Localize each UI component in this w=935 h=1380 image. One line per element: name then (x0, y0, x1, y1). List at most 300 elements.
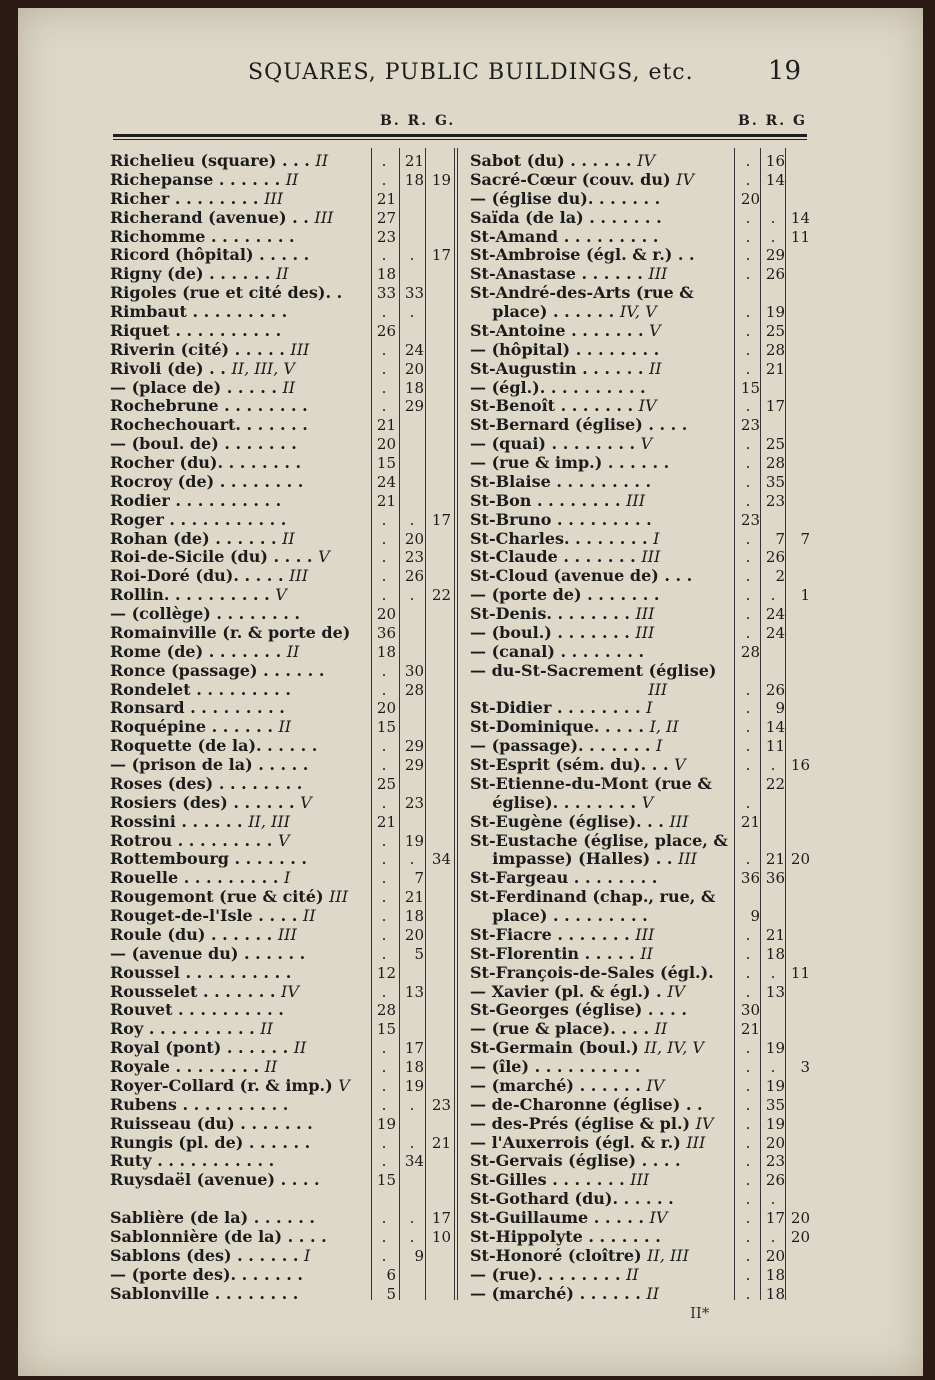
map-ref-r: 26 (765, 548, 785, 567)
page-title: SQUARES, PUBLIC BUILDINGS, etc. (248, 60, 694, 85)
entry-name: St-Esprit (sém. du). . . V (470, 755, 686, 774)
index-entry (110, 1077, 455, 1096)
arrondissement: II (282, 377, 296, 397)
map-ref-g: 21 (431, 1133, 451, 1152)
map-ref-r: 23 (404, 548, 424, 567)
arrondissement: V (277, 830, 290, 850)
index-entry (110, 1134, 455, 1153)
index-entry (470, 1171, 810, 1190)
map-ref-b: . (381, 925, 387, 944)
entry-name: Royer-Collard (r. & imp.) V (110, 1075, 350, 1095)
entry-name: Rotrou . . . . . . . . . V (110, 830, 290, 850)
entry-name: — (rue). . . . . . . . II (470, 1264, 639, 1284)
index-entry (470, 1209, 810, 1228)
map-ref-b: . (381, 1133, 387, 1152)
map-ref-r: 18 (765, 1265, 785, 1284)
arrondissement: V (641, 792, 654, 812)
entry-name: — (égl.). . . . . . . . . . (470, 377, 646, 397)
index-entry (110, 341, 455, 360)
arrondissement: III (686, 1132, 706, 1152)
map-ref-r: 26 (404, 567, 424, 586)
column-heading-right: B. R. G (738, 113, 807, 129)
column-heading-left: B. R. G. (380, 113, 456, 129)
arrondissement: III (630, 1170, 650, 1190)
index-entry (110, 397, 455, 416)
entry-name: — de-Charonne (église) . . (470, 1094, 703, 1114)
map-ref-b: 15 (740, 378, 760, 397)
index-entry (110, 303, 455, 322)
index-entry (470, 832, 810, 851)
arrondissement: I (283, 868, 291, 888)
map-ref-b: . (381, 246, 387, 265)
entry-name: Roses (des) . . . . . . . . (110, 773, 303, 793)
entry-name: Royale . . . . . . . . II (110, 1057, 278, 1076)
entry-name: — (prison de la) . . . . . (110, 755, 309, 774)
map-ref-r: . (409, 586, 415, 605)
index-entry (110, 1285, 455, 1304)
arrondissement: V (674, 755, 686, 774)
map-ref-r: 25 (765, 435, 785, 454)
entry-name: St-Cloud (avenue de) . . . (470, 566, 693, 586)
entry-name: Roy . . . . . . . . . . II (110, 1019, 273, 1039)
index-entry (470, 473, 810, 492)
index-entry (110, 1209, 455, 1228)
entry-name: Riverin (cité) . . . . . III (110, 339, 310, 359)
index-entry (470, 548, 810, 567)
map-ref-b: . (745, 1284, 751, 1303)
map-ref-b: . (745, 340, 751, 359)
map-ref-r: 24 (765, 605, 785, 623)
entry-name: — (rue & imp.) . . . . . . (470, 453, 670, 472)
map-ref-r: 9 (414, 1246, 424, 1265)
map-ref-b: . (745, 737, 751, 756)
map-ref-r: 23 (765, 491, 785, 510)
index-entry (470, 794, 810, 813)
entry-name: Rigny (de) . . . . . . II (110, 264, 289, 284)
entry-name: impasse) (Halles) . . III (470, 849, 697, 869)
map-ref-r: . (409, 1095, 415, 1114)
map-ref-r: 17 (404, 1039, 424, 1058)
map-ref-r: . (409, 246, 415, 265)
map-ref-r: 13 (765, 982, 785, 1001)
map-ref-r: 22 (765, 774, 785, 793)
entry-name: St-Etienne-du-Mont (rue & (470, 773, 712, 793)
map-ref-b: . (745, 680, 751, 699)
index-entry (470, 1152, 810, 1171)
map-ref-b: 20 (376, 605, 396, 623)
map-ref-r: 5 (414, 944, 424, 963)
index-entry (110, 1058, 455, 1077)
map-ref-b: . (745, 756, 751, 774)
map-ref-r: 35 (765, 1095, 785, 1114)
map-ref-b: 21 (376, 812, 396, 831)
entry-name: — l'Auxerrois (égl. & r.) III (470, 1132, 706, 1152)
map-ref-b: . (745, 529, 751, 548)
map-ref-b: 6 (386, 1265, 396, 1284)
index-entry (470, 983, 810, 1002)
map-ref-b: . (745, 586, 751, 605)
map-ref-b: . (381, 1209, 387, 1227)
entry-name: — (place de) . . . . . II (110, 377, 296, 397)
index-entry (110, 473, 455, 492)
map-ref-b: . (745, 321, 751, 340)
entry-name: Richerand (avenue) . . III (110, 207, 334, 227)
map-ref-b: . (745, 1227, 751, 1246)
index-entry (110, 681, 455, 700)
entry-name: St-Anastase . . . . . . III (470, 264, 668, 284)
map-ref-b: . (381, 303, 387, 321)
map-ref-r: . (770, 586, 776, 605)
map-ref-g: 11 (790, 963, 810, 982)
arrondissement: III (289, 566, 309, 586)
index-entry (110, 850, 455, 869)
arrondissement: V (640, 434, 653, 454)
arrondissement: IV (667, 981, 686, 1001)
entry-name: — (avenue du) . . . . . . (110, 943, 306, 963)
map-ref-b: 20 (740, 189, 760, 208)
entry-name: Saïda (de la) . . . . . . . (470, 207, 662, 227)
entry-name: Rosiers (des) . . . . . . V (110, 792, 312, 812)
index-entry (470, 605, 810, 624)
arrondissement: I (656, 736, 663, 756)
map-ref-b: . (745, 623, 751, 642)
arrondissement: III (635, 924, 655, 944)
index-entry (470, 1001, 810, 1020)
index-entry (110, 1247, 455, 1266)
map-ref-b: 9 (750, 907, 760, 925)
entry-name: St-Georges (église) . . . . (470, 1000, 687, 1020)
arrondissement: III (329, 887, 349, 907)
map-ref-g: 14 (790, 208, 810, 227)
index-entry (110, 1020, 455, 1039)
map-ref-b: . (381, 152, 387, 170)
map-ref-r: . (770, 208, 776, 227)
index-entry (470, 1247, 810, 1266)
index-entry (110, 284, 455, 303)
index-entry (470, 190, 810, 209)
index-column-right (470, 152, 810, 1303)
index-entry (110, 492, 455, 511)
index-entry (470, 454, 810, 473)
map-ref-b: . (745, 454, 751, 472)
arrondissement: IV (646, 1075, 665, 1095)
arrondissement: II (293, 1038, 307, 1058)
entry-name: Romainville (r. & porte de) (110, 622, 351, 642)
map-ref-r: . (770, 963, 776, 982)
index-entry (110, 737, 455, 756)
entry-name: St-Eustache (église, place, & (470, 830, 728, 850)
index-entry (110, 1096, 455, 1115)
index-entry (470, 1228, 810, 1247)
entry-name: Sablonville . . . . . . . . (110, 1283, 299, 1303)
map-ref-b: 18 (376, 265, 396, 284)
map-ref-b: 18 (376, 642, 396, 661)
index-entry (470, 1285, 810, 1304)
index-entry (470, 360, 810, 379)
index-entry (470, 209, 810, 228)
index-entry (110, 1039, 455, 1058)
map-ref-b: 26 (376, 321, 396, 340)
map-ref-b: . (745, 944, 751, 963)
header-rule-thin (113, 139, 807, 140)
entry-name: Roi-Doré (du). . . . . III (110, 566, 309, 586)
entry-name: Richepanse . . . . . . II (110, 169, 299, 189)
map-ref-g: 7 (800, 529, 810, 548)
index-entry (470, 1020, 810, 1039)
arrondissement: III (264, 188, 284, 208)
map-ref-b: . (745, 1209, 751, 1227)
entry-name: Rome (de) . . . . . . . II (110, 641, 300, 661)
index-entry (110, 624, 455, 643)
entry-name: — (canal) . . . . . . . . (470, 641, 645, 661)
entry-name: Rohan (de) . . . . . . II (110, 528, 295, 548)
entry-name: St-Ambroise (égl. & r.) . . (470, 245, 695, 265)
map-ref-r: . (770, 227, 776, 246)
index-entry (110, 964, 455, 983)
entry-name: St-Gervais (église) . . . . (470, 1151, 681, 1171)
index-entry (110, 775, 455, 794)
map-ref-b: . (381, 793, 387, 812)
map-ref-b: . (745, 548, 751, 567)
map-ref-r: . (409, 850, 415, 869)
entry-name: St-Claude . . . . . . . III (470, 547, 661, 567)
map-ref-b: 36 (376, 623, 396, 642)
map-ref-r: . (770, 756, 776, 774)
entry-name: Rubens . . . . . . . . . . (110, 1094, 289, 1114)
map-ref-b: 27 (376, 208, 396, 227)
arrondissement: IV (695, 1113, 714, 1133)
entry-name: — (hôpital) . . . . . . . . (470, 339, 660, 359)
map-ref-r: 36 (765, 869, 785, 888)
index-entry (470, 1266, 810, 1285)
entry-name: Ruty . . . . . . . . . . . (110, 1151, 275, 1171)
map-ref-b: . (381, 1246, 387, 1265)
map-ref-b: . (745, 472, 751, 491)
map-ref-r: 7 (414, 869, 424, 888)
map-ref-b: 19 (376, 1114, 396, 1133)
map-ref-b: . (745, 208, 751, 227)
index-entry (110, 643, 455, 662)
index-entry (470, 869, 810, 888)
index-entry (470, 265, 810, 284)
map-ref-r: 23 (404, 793, 424, 812)
arrondissement: II (654, 1019, 668, 1039)
map-ref-b: 23 (740, 416, 760, 435)
entry-name: Richomme . . . . . . . . (110, 226, 295, 246)
entry-name: St-Fiacre . . . . . . . III (470, 924, 655, 944)
entry-name: St-Florentin . . . . . II (470, 943, 653, 963)
map-ref-r: 19 (765, 303, 785, 321)
map-ref-b: 21 (740, 812, 760, 831)
index-entry (470, 322, 810, 341)
entry-name: — (porte des). . . . . . . (110, 1264, 303, 1284)
map-ref-b: . (745, 1095, 751, 1114)
entry-name: St-Denis. . . . . . . . III (470, 604, 655, 623)
index-entry (110, 435, 455, 454)
index-entry (470, 888, 810, 907)
arrondissement: V (649, 320, 661, 340)
entry-name: Rochechouart. . . . . . . (110, 415, 308, 435)
map-ref-g: 10 (431, 1227, 451, 1246)
map-ref-r: 29 (404, 737, 424, 756)
arrondissement: IV (281, 981, 299, 1001)
map-ref-r: 23 (765, 1152, 785, 1171)
map-ref-b: . (381, 982, 387, 1001)
entry-name: Roi-de-Sicile (du) . . . . V (110, 547, 330, 567)
map-ref-r: 24 (765, 623, 785, 642)
index-entry (470, 907, 810, 926)
entry-name: Rollin. . . . . . . . . . V (110, 585, 287, 605)
map-ref-r: 18 (765, 1284, 785, 1303)
index-entry (470, 284, 810, 303)
index-entry (110, 699, 455, 718)
index-entry (470, 718, 810, 737)
map-ref-b: . (381, 907, 387, 925)
index-entry (470, 379, 810, 398)
index-entry (470, 152, 810, 171)
map-ref-b: . (381, 1039, 387, 1058)
map-ref-b: . (381, 680, 387, 699)
entry-name: Ronsard . . . . . . . . . (110, 698, 285, 718)
map-ref-r: 28 (404, 680, 424, 699)
index-entry (110, 1115, 455, 1134)
index-entry (470, 341, 810, 360)
arrondissement: II (264, 1057, 278, 1076)
map-ref-b: . (381, 567, 387, 586)
entry-name: St-André-des-Arts (rue & (470, 283, 694, 303)
index-entry (110, 926, 455, 945)
map-ref-r: 26 (765, 265, 785, 284)
arrondissement: III (669, 811, 689, 831)
map-ref-g: 11 (790, 227, 810, 246)
map-ref-b: . (745, 793, 751, 812)
entry-name: Sablonnière (de la) . . . . (110, 1226, 327, 1246)
index-entry (470, 926, 810, 945)
index-entry (110, 171, 455, 190)
index-entry (470, 397, 810, 416)
map-ref-r: 25 (765, 321, 785, 340)
map-ref-r: . (409, 303, 415, 321)
arrondissement: II (275, 264, 289, 284)
map-ref-r: 29 (404, 397, 424, 416)
index-entry (470, 850, 810, 869)
index-entry (470, 1039, 810, 1058)
map-ref-b: 24 (376, 472, 396, 491)
index-entry (110, 548, 455, 567)
map-ref-r: 19 (404, 831, 424, 850)
map-ref-b: . (745, 1246, 751, 1265)
map-ref-r: . (770, 1227, 776, 1246)
map-ref-r: 28 (765, 340, 785, 359)
arrondissement: II (315, 151, 329, 170)
entry-name: Roule (du) . . . . . . III (110, 924, 297, 944)
index-entry (110, 152, 455, 171)
map-ref-b: . (745, 397, 751, 416)
map-ref-b: 21 (376, 416, 396, 435)
entry-name: St-Fargeau . . . . . . . . (470, 868, 658, 888)
arrondissement: II (648, 358, 662, 378)
map-ref-r: 18 (404, 1058, 424, 1076)
arrondissement: IV (637, 151, 655, 170)
arrondissement: III (314, 207, 334, 227)
map-ref-b: . (381, 756, 387, 774)
map-ref-b: . (381, 869, 387, 888)
index-entry (470, 775, 810, 794)
arrondissement: III (678, 849, 697, 869)
map-ref-b: . (745, 1133, 751, 1152)
entry-name: — (porte de) . . . . . . . (470, 585, 660, 605)
map-ref-r: . (409, 1227, 415, 1246)
map-ref-r: 29 (765, 246, 785, 265)
map-ref-g: 20 (790, 850, 810, 869)
entry-name: Roquépine . . . . . . II (110, 717, 292, 737)
arrondissement: IV (649, 1208, 668, 1227)
map-ref-b: 21 (376, 491, 396, 510)
arrondissement: II, IV, V (644, 1038, 704, 1058)
map-ref-g: 22 (431, 586, 451, 605)
map-ref-b: . (381, 340, 387, 359)
index-column-left (110, 152, 455, 1303)
map-ref-g: 1 (800, 586, 810, 605)
index-entry (470, 643, 810, 662)
entry-name: Royal (pont) . . . . . . II (110, 1038, 307, 1058)
map-ref-b: 28 (740, 642, 760, 661)
map-ref-r: 20 (404, 529, 424, 548)
map-ref-r: 24 (404, 340, 424, 359)
map-ref-r: 18 (404, 907, 424, 925)
entry-name: Rungis (pl. de) . . . . . . (110, 1132, 311, 1152)
entry-name: Ronce (passage) . . . . . . (110, 660, 325, 680)
map-ref-r: 21 (404, 888, 424, 907)
map-ref-b: . (745, 246, 751, 265)
map-ref-r: 35 (765, 472, 785, 491)
entry-name: Rodier . . . . . . . . . . (110, 490, 282, 510)
arrondissement: II, III (248, 811, 290, 831)
entry-name: Rottembourg . . . . . . . (110, 849, 307, 869)
map-ref-b: . (381, 1058, 387, 1076)
map-ref-b: . (381, 548, 387, 567)
map-ref-r: 7 (775, 529, 785, 548)
arrondissement: II, III (647, 1245, 689, 1265)
map-ref-b: . (381, 831, 387, 850)
entry-name: — (boul.) . . . . . . . III (470, 622, 655, 642)
map-ref-b: . (745, 1076, 751, 1095)
arrondissement: III (641, 547, 661, 567)
arrondissement: I (304, 1245, 311, 1265)
index-entry (470, 567, 810, 586)
index-entry (470, 737, 810, 756)
map-ref-b: . (745, 1171, 751, 1190)
arrondissement: II (302, 906, 316, 925)
index-entry (110, 379, 455, 398)
map-ref-r: 33 (404, 284, 424, 303)
arrondissement: II (278, 717, 292, 737)
map-ref-b: 30 (740, 1001, 760, 1020)
map-ref-b: . (745, 1058, 751, 1076)
entry-name: St-Germain (boul.) II, IV, V (470, 1038, 704, 1058)
entry-name: St-Gothard (du). . . . . . (470, 1189, 674, 1209)
map-ref-b: . (381, 850, 387, 869)
map-ref-r: 34 (404, 1152, 424, 1171)
map-ref-g: 19 (431, 170, 451, 189)
index-entry (110, 718, 455, 737)
index-entry (110, 983, 455, 1002)
index-entry (470, 416, 810, 435)
index-entry (110, 662, 455, 681)
arrondissement: II (646, 1283, 660, 1303)
map-ref-b: . (381, 1227, 387, 1246)
entry-name: — (rue & place). . . . II (470, 1019, 668, 1039)
